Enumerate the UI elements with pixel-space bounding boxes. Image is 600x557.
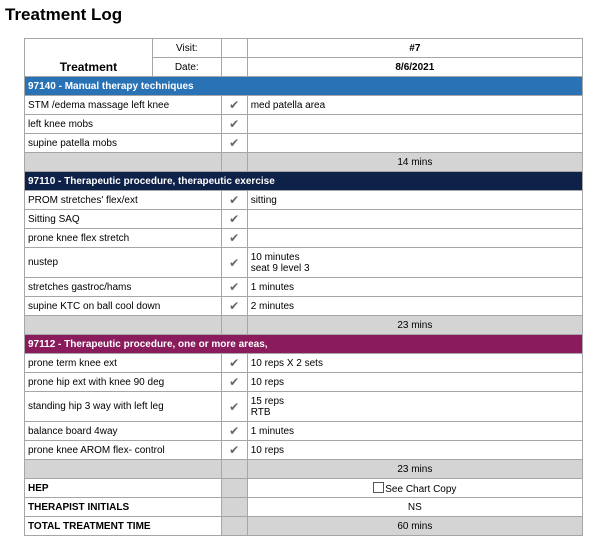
treatment-name: balance board 4way — [25, 422, 222, 441]
treatment-row — [25, 373, 583, 392]
check-mark-icon[interactable]: ✔ — [221, 96, 247, 115]
treatment-note: RTB — [250, 406, 271, 418]
initials-label: THERAPIST INITIALS — [25, 498, 222, 517]
section-total-row — [25, 153, 583, 172]
date-label: Date: — [152, 58, 221, 77]
treatment-row — [25, 115, 583, 134]
treatment-name: stretches gastroc/hams — [25, 278, 222, 297]
treatment-row — [25, 392, 583, 422]
treatment-name: supine patella mobs — [25, 134, 222, 153]
treatment-notes — [247, 422, 582, 441]
treatment-row — [25, 278, 583, 297]
treatment-name: supine KTC on ball cool down — [25, 297, 222, 316]
check-mark-icon[interactable]: ✔ — [221, 354, 247, 373]
check-mark-icon[interactable]: ✔ — [221, 392, 247, 422]
treatment-row — [25, 229, 583, 248]
treatment-note: seat 9 level 3 — [250, 262, 310, 274]
section-title: 97140 - Manual therapy techniques — [25, 77, 583, 96]
treatment-row — [25, 134, 583, 153]
treatment-row — [25, 96, 583, 115]
treatment-name: prone hip ext with knee 90 deg — [25, 373, 222, 392]
visit-row — [25, 39, 583, 58]
total-time-label: TOTAL TREATMENT TIME — [25, 517, 222, 536]
treatment-name: PROM stretches' flex/ext — [25, 191, 222, 210]
treatment-row — [25, 441, 583, 460]
treatment-notes — [247, 96, 582, 115]
treatment-notes — [247, 191, 582, 210]
treatment-name: STM /edema massage left knee — [25, 96, 222, 115]
section-header — [25, 77, 583, 96]
treatment-row — [25, 248, 583, 278]
section-header — [25, 335, 583, 354]
treatment-note: 15 reps — [250, 395, 285, 407]
visit-label: Visit: — [152, 39, 221, 58]
treatment-note: 1 minutes — [250, 281, 295, 293]
check-mark-icon[interactable]: ✔ — [221, 441, 247, 460]
treatment-name: prone knee AROM flex- control — [25, 441, 222, 460]
treatment-name: prone knee flex stretch — [25, 229, 222, 248]
treatment-notes — [247, 229, 582, 248]
treatment-name: standing hip 3 way with left leg — [25, 392, 222, 422]
treatment-notes — [247, 441, 582, 460]
treatment-notes — [247, 278, 582, 297]
check-mark-icon[interactable]: ✔ — [221, 191, 247, 210]
treatment-row — [25, 297, 583, 316]
section-total-row — [25, 460, 583, 479]
check-mark-icon[interactable]: ✔ — [221, 229, 247, 248]
section-total: 23 mins — [247, 460, 582, 479]
initials-value: NS — [247, 498, 582, 517]
treatment-notes — [247, 115, 582, 134]
treatment-note: 10 reps X 2 sets — [250, 357, 323, 369]
treatment-log-table — [24, 38, 583, 536]
treatment-notes — [247, 248, 582, 278]
treatment-note: 10 reps — [250, 444, 285, 456]
check-mark-icon[interactable]: ✔ — [221, 115, 247, 134]
treatment-notes — [247, 297, 582, 316]
check-mark-icon[interactable]: ✔ — [221, 422, 247, 441]
treatment-name: Sitting SAQ — [25, 210, 222, 229]
section-title: 97112 - Therapeutic procedure, one or more areas, — [25, 335, 583, 354]
treatment-row — [25, 354, 583, 373]
treatment-notes — [247, 134, 582, 153]
treatment-notes — [247, 373, 582, 392]
treatment-notes — [247, 354, 582, 373]
check-mark-icon[interactable]: ✔ — [221, 297, 247, 316]
initials-row — [25, 498, 583, 517]
treatment-name: prone term knee ext — [25, 354, 222, 373]
check-mark-icon[interactable]: ✔ — [221, 373, 247, 392]
treatment-name: nustep — [25, 248, 222, 278]
treatment-notes — [247, 210, 582, 229]
date-value: 8/6/2021 — [247, 58, 582, 77]
section-total: 14 mins — [247, 153, 582, 172]
total-time-row — [25, 517, 583, 536]
hep-label: HEP — [25, 479, 222, 498]
check-mark-icon[interactable]: ✔ — [221, 278, 247, 297]
hep-row — [25, 479, 583, 498]
treatment-note: 2 minutes — [250, 300, 295, 312]
treatment-row — [25, 191, 583, 210]
hep-checkbox[interactable] — [373, 482, 384, 493]
section-total-row — [25, 316, 583, 335]
treatment-row — [25, 422, 583, 441]
treatment-note: 10 reps — [250, 376, 285, 388]
treatment-note: 10 minutes — [250, 251, 300, 263]
section-total: 23 mins — [247, 316, 582, 335]
visit-value: #7 — [247, 39, 582, 58]
hep-value: See Chart Copy — [385, 483, 457, 495]
treatment-note: med patella area — [250, 99, 326, 111]
section-header — [25, 172, 583, 191]
treatment-note: 1 minutes — [250, 425, 295, 437]
treatment-notes — [247, 392, 582, 422]
treatment-note: sitting — [250, 194, 277, 206]
page-title: Treatment Log — [5, 5, 123, 24]
check-mark-icon[interactable]: ✔ — [221, 210, 247, 229]
check-mark-icon[interactable]: ✔ — [221, 248, 247, 278]
treatment-row — [25, 210, 583, 229]
treatment-name: left knee mobs — [25, 115, 222, 134]
treatment-header: Treatment — [25, 39, 153, 77]
check-mark-icon[interactable]: ✔ — [221, 134, 247, 153]
section-title: 97110 - Therapeutic procedure, therapeutic exercise — [25, 172, 583, 191]
total-time-value: 60 mins — [247, 517, 582, 536]
